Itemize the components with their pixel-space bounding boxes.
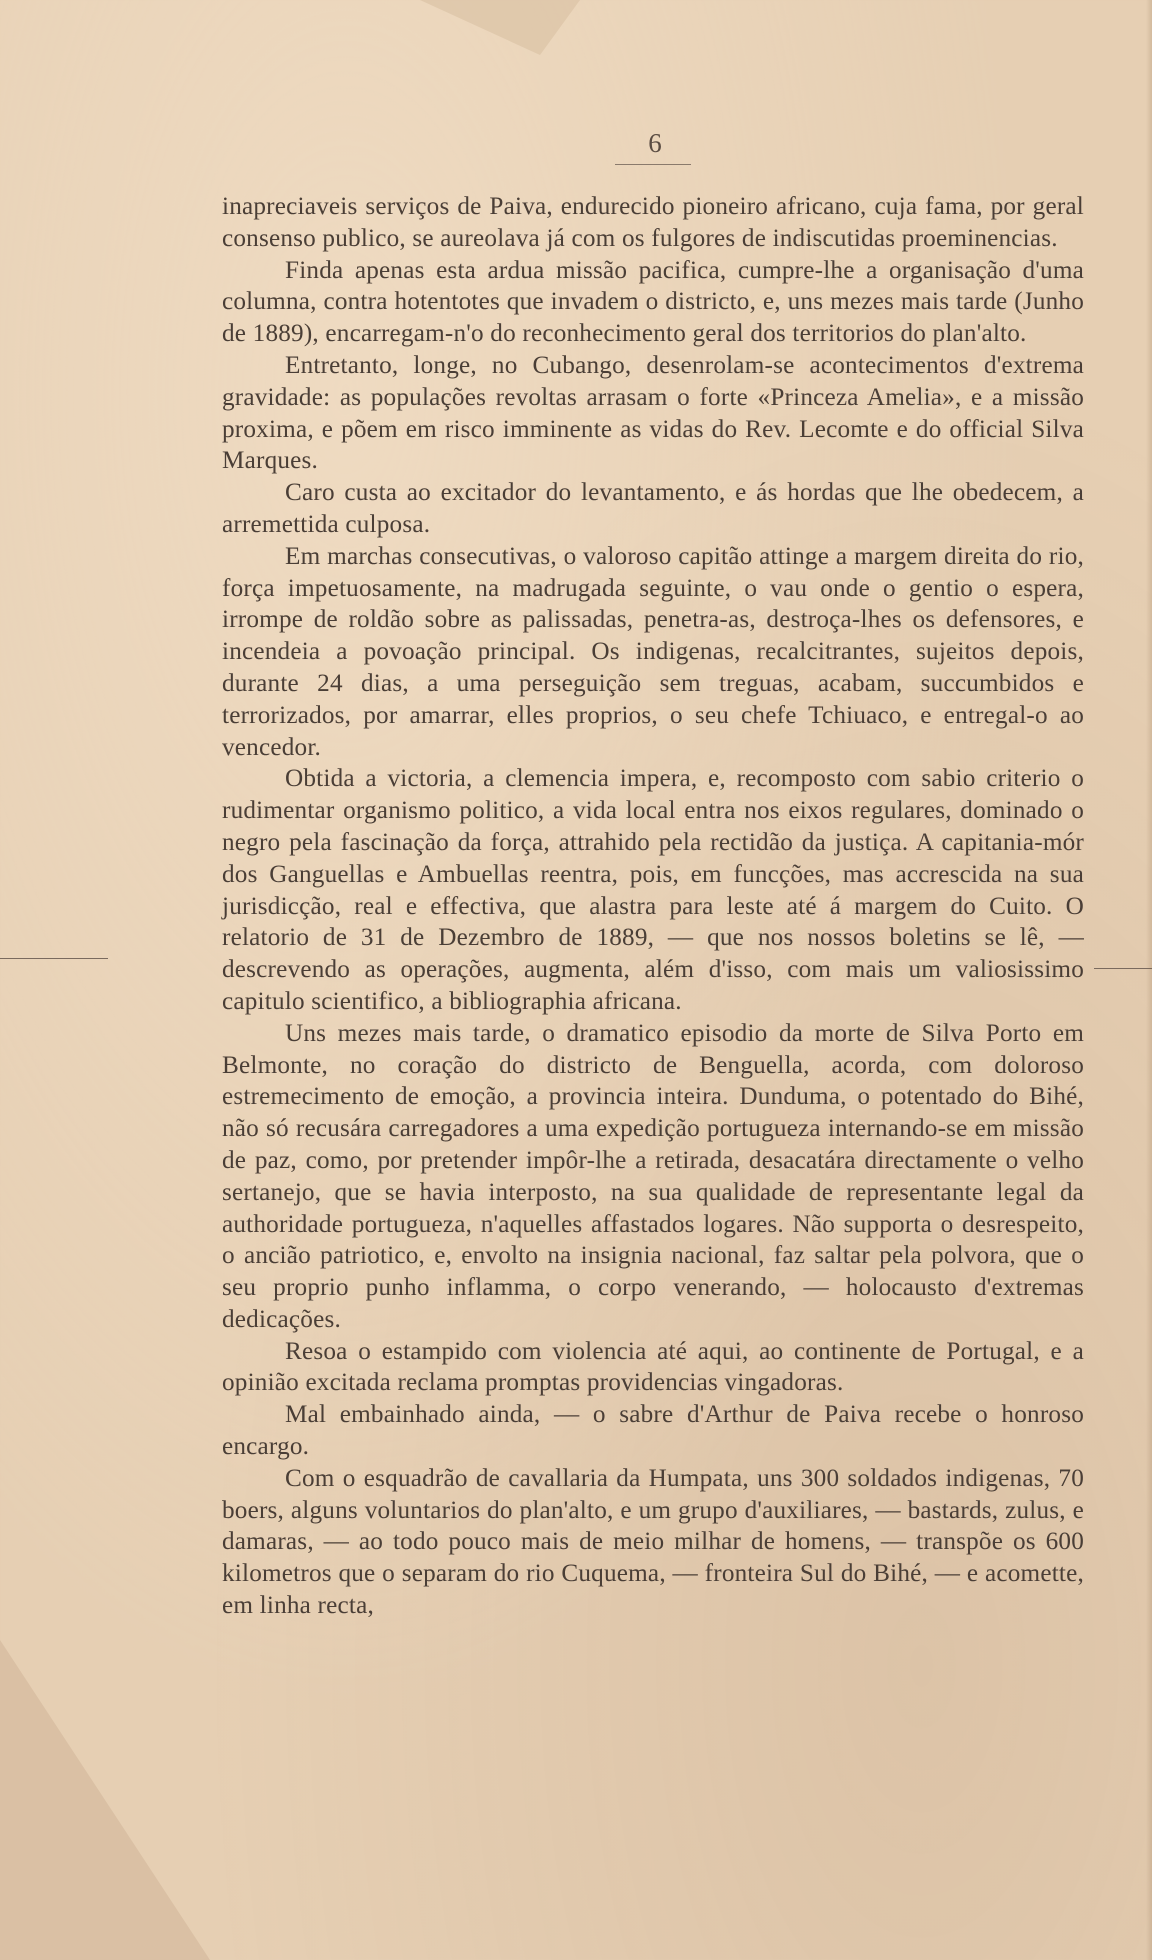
paragraph: Com o esquadrão de cavallaria da Humpata, uns 300 soldados indigenas, 70 boers, alguns voluntarios do plan'alto, e um grupo d'auxiliares, — bastards, zulus, e damaras, — ao todo pouco mais de meio milhar de homens, — transpõe os 600 kilometros que o separam do rio Cuquema, — fronteira Sul do Bihé, — e acomette, em linha recta, [222,1464,1084,1620]
page-number: 6 [648,128,662,158]
body-text [222,191,1084,1622]
page-edge-shadow [1146,0,1152,1960]
paragraph: Uns mezes mais tarde, o dramatico episodio da morte de Silva Porto em Belmonte, no coração do districto de Benguella, acorda, com doloroso estremecimento de emoção, a provincia inteira. Dunduma, o potentado do Bihé, não só recusára carregadores a uma expedição portugueza internando-se em missão de paz, como, por pretender impôr-lhe a retirada, desacatára directamente o velho sertanejo, que se havia interposto, na sua qualidade de representante legal da authoridade portugueza, n'aquelles affastados logares. Não supporta o desrespeito, o ancião patriotico, e, envolto na insignia nacional, faz saltar pela polvora, que o seu proprio punho inflamma, o corpo venerando, — holocausto d'extremas dedicações. [222,1019,1084,1333]
paragraph: Resoa o estampido com violencia até aqui, ao continente de Portugal, e a opinião excitada reclama promptas providencias vingadoras. [222,1337,1084,1397]
paragraph: Obtida a victoria, a clemencia impera, e, recomposto com sabio criterio o rudimentar organismo politico, a vida local entra nos eixos regulares, dominado o negro pela fascinação da força, attrahido pela rectidão da justiça. A capitania-mór dos Ganguellas e Ambuellas reentra, pois, em funcções, mas accrescida na sua jurisdicção, real e effectiva, que alastra para leste até á margem do Cuito. O relatorio de 31 de Dezembro de 1889, — que nos nossos boletins se lê, — descrevendo as operações, augmenta, além d'isso, com mais um valiosissimo capitulo scientifico, a bibliographia africana. [222,765,1084,1015]
paragraph: Mal embainhado ainda, — o sabre d'Arthur de Paiva recebe o honroso encargo. [222,1401,1084,1461]
margin-mark-left [0,958,108,959]
paragraph: Entretanto, longe, no Cubango, desenrolam-se acontecimentos d'extrema gravidade: as populações revoltas arrasam o forte «Princeza Amelia», e a missão proxima, e põem em risco imminente as vidas do Rev. Lecomte e do official Silva Marques. [222,351,1084,475]
paragraph: Finda apenas esta ardua missão pacifica, cumpre-lhe a organisação d'uma columna, contra hotentotes que invadem o districto, e, uns mezes mais tarde (Junho de 1889), encarregam-n'o do reconhecimento geral dos territorios do plan'alto. [222,256,1084,348]
page-number-rule [615,164,691,165]
page-fold-top [420,0,580,55]
paragraph: Em marchas consecutivas, o valoroso capitão attinge a margem direita do rio, força impetuosamente, na madrugada seguinte, o vau onde o gentio o espera, irrompe de roldão sobre as palissadas, penetra-as, destroça-lhes os defensores, e incendeia a povoação principal. Os indigenas, recalcitrantes, sujeitos depois, durante 24 dias, a uma perseguição sem treguas, acabam, succumbidos e terrorizados, por amarrar, elles proprios, o seu chefe Tchiuaco, e entregal-o ao vencedor. [222,542,1084,761]
paragraph: inapreciaveis serviços de Paiva, endurecido pioneiro africano, cuja fama, por geral consenso publico, se aureolava já com os fulgores de indiscutidas proeminencias. [222,193,1084,252]
margin-mark-right [1094,968,1152,969]
page-fold-corner [0,1640,210,1960]
paragraph: Caro custa ao excitador do levantamento, e ás hordas que lhe obedecem, a arremettida culposa. [222,479,1084,538]
